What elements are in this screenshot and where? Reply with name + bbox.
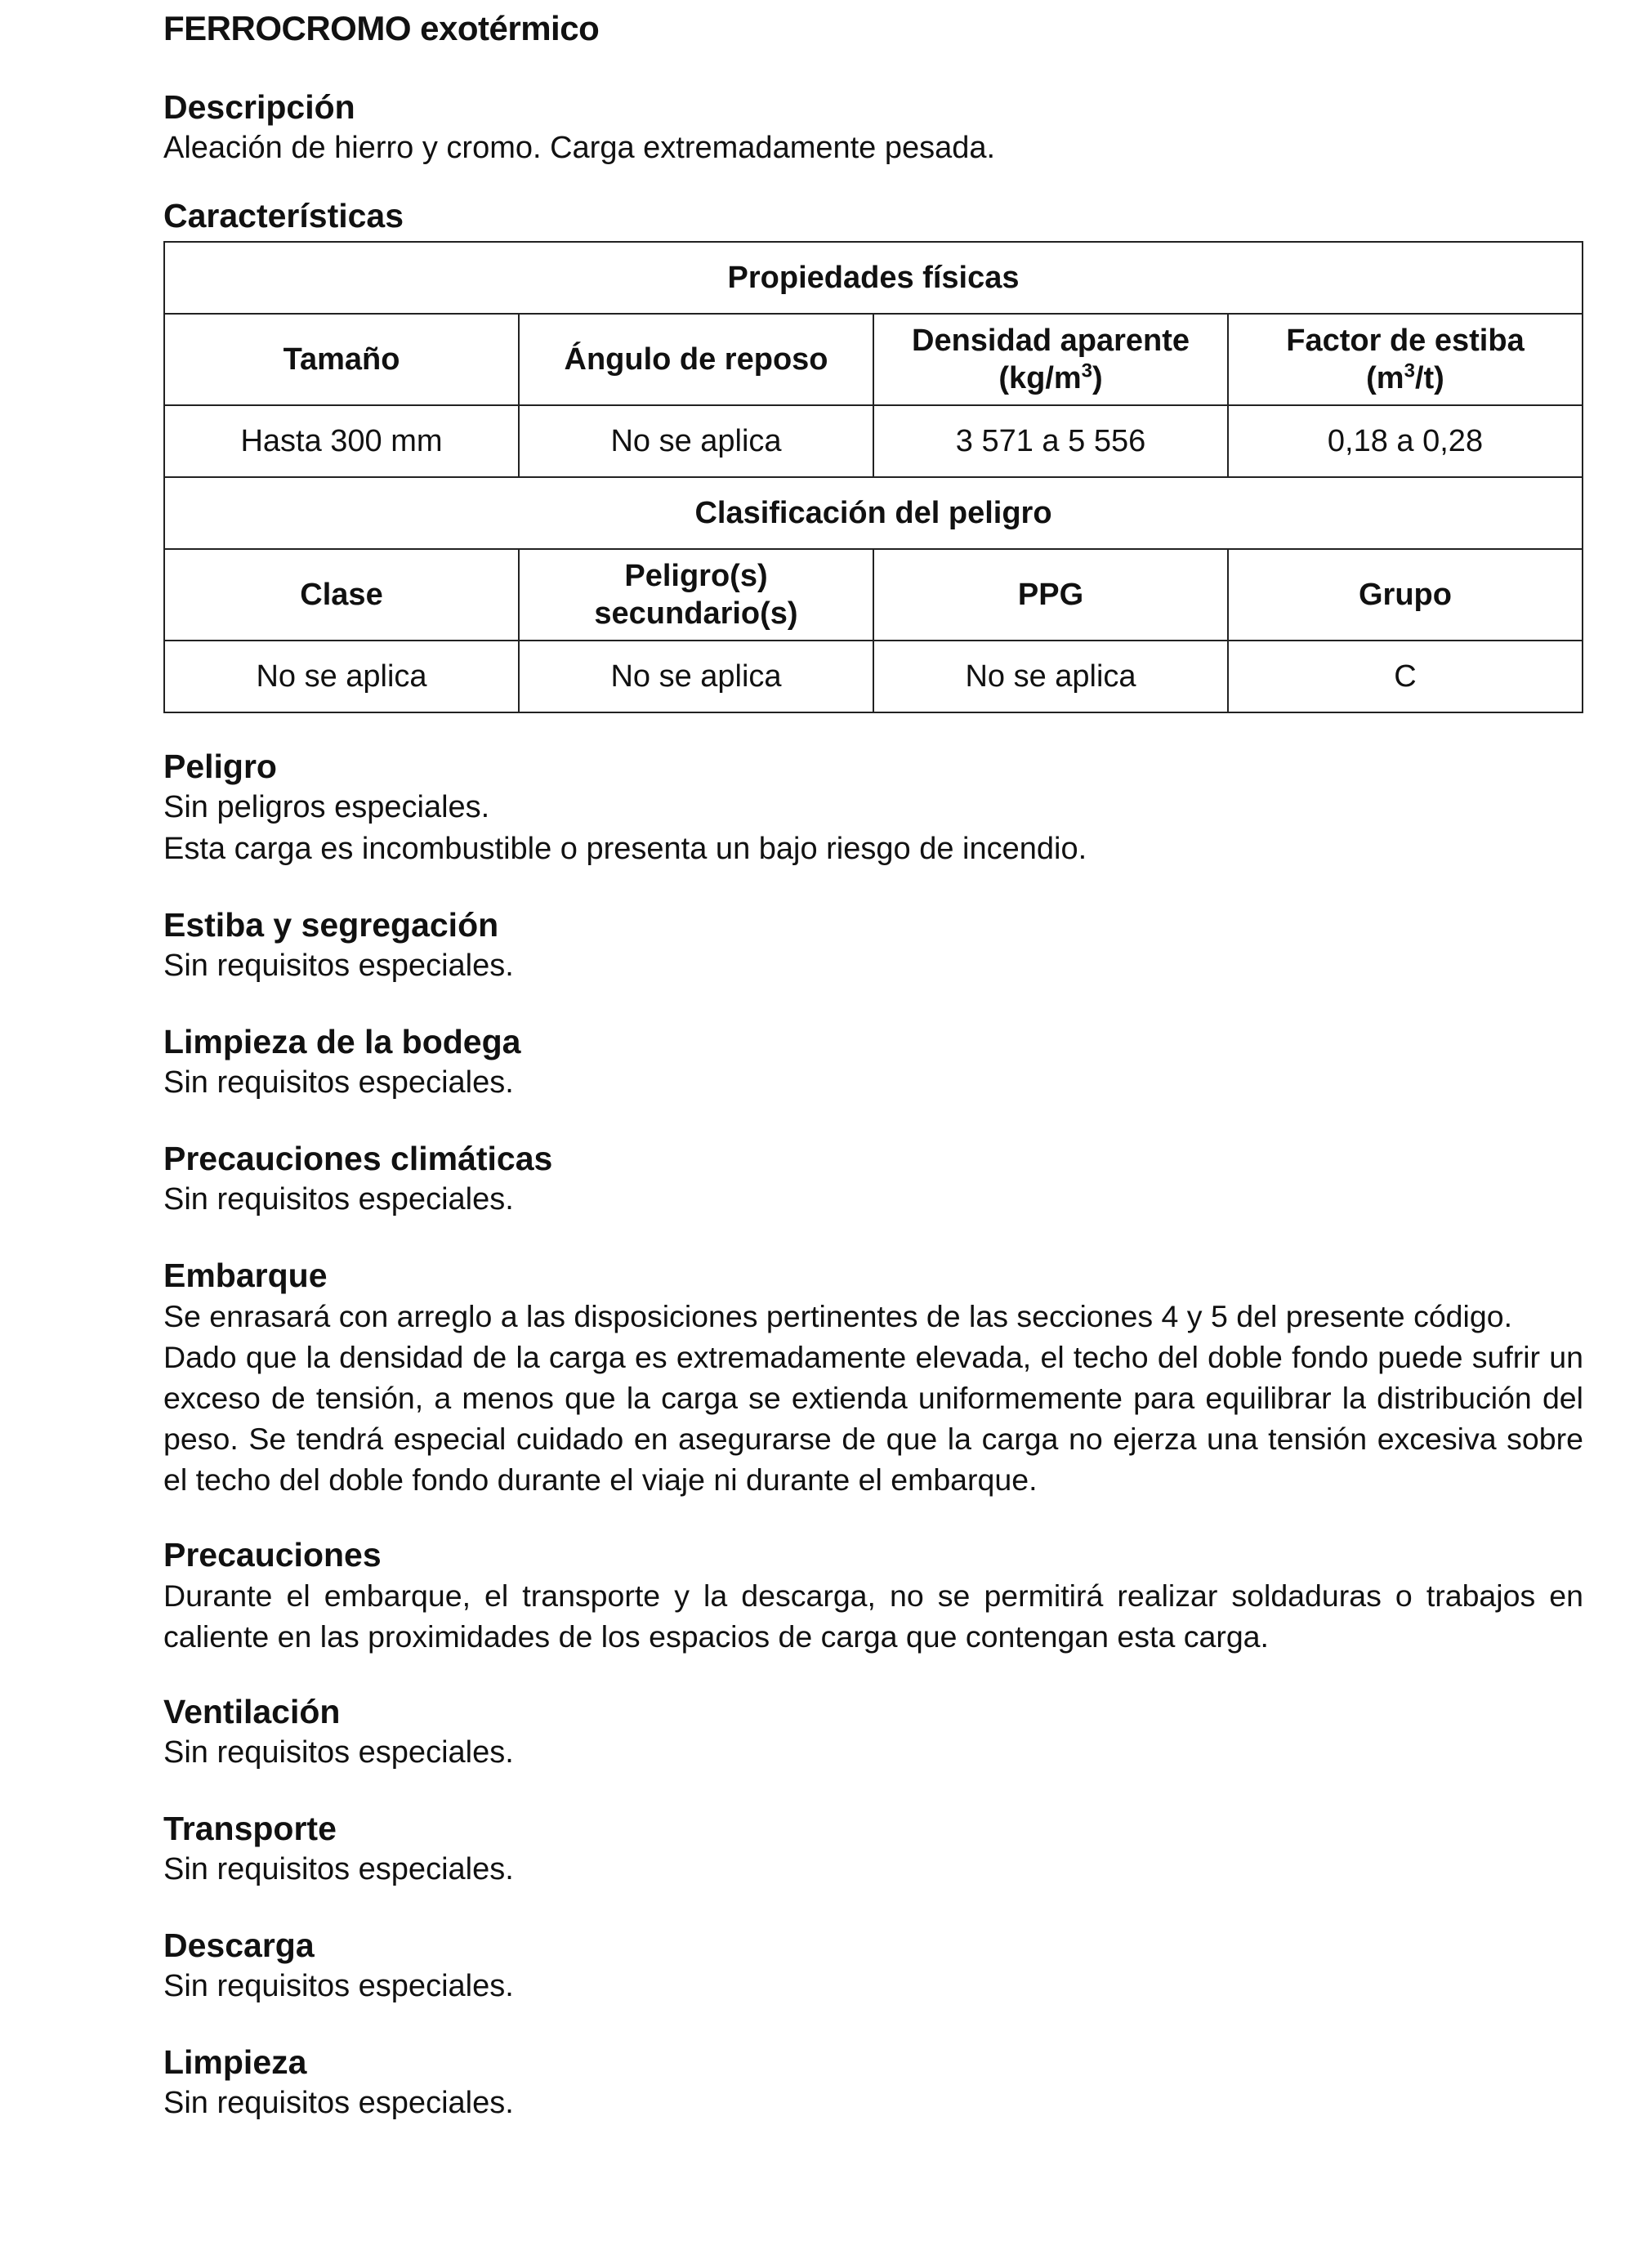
header-grupo: Grupo — [1228, 549, 1583, 641]
header-tamano: Tamaño — [164, 314, 519, 405]
section-body — [163, 127, 1583, 169]
section-descarga — [163, 1925, 1583, 2007]
section-heading: Descarga — [163, 1926, 315, 1964]
header-peligros-line1: Peligro(s) — [624, 559, 768, 593]
header-densidad — [873, 314, 1228, 405]
section-descripcion — [163, 87, 1583, 169]
header-densidad-unit-pre: (kg/m — [998, 361, 1082, 395]
section-text: Sin requisitos especiales. — [163, 1852, 514, 1886]
section-body — [163, 1966, 1583, 2007]
header-peligros — [519, 549, 873, 641]
hazard-values-row — [164, 641, 1583, 712]
section-body — [163, 1849, 1583, 1891]
section-precauciones — [163, 1534, 1583, 1657]
section-limpieza — [163, 2042, 1583, 2124]
section-ventilacion — [163, 1691, 1583, 1774]
section-heading: Embarque — [163, 1257, 328, 1294]
section-paragraph: Se enrasará con arreglo a las disposiciones pertinentes de las secciones 4 y 5 del presente código. — [163, 1299, 1512, 1333]
value-tamano: Hasta 300 mm — [164, 405, 519, 477]
section-embarque — [163, 1255, 1583, 1500]
section-text: Sin requisitos especiales. — [163, 2086, 514, 2120]
section-heading: Limpieza de la bodega — [163, 1023, 521, 1060]
properties-table — [163, 241, 1583, 713]
section-text: Sin requisitos especiales. — [163, 1735, 514, 1770]
header-factor-unit-pre: (m — [1366, 361, 1404, 395]
section-body — [163, 1732, 1583, 1774]
physical-title-row — [164, 242, 1583, 314]
section-body — [163, 2083, 1583, 2124]
section-body — [163, 1296, 1583, 1500]
section-text: Sin requisitos especiales. — [163, 1182, 514, 1217]
section-text: Esta carga es incombustible o presenta un bajo riesgo de incendio. — [163, 832, 1087, 866]
header-angulo: Ángulo de reposo — [519, 314, 873, 405]
hazard-classification-title: Clasificación del peligro — [164, 477, 1583, 549]
document-page — [163, 0, 1583, 2124]
section-caracteristicas — [163, 195, 1583, 713]
section-heading: Estiba y segregación — [163, 906, 499, 944]
section-peligro — [163, 746, 1583, 870]
section-heading: Descripción — [163, 88, 355, 126]
value-peligros: No se aplica — [519, 641, 873, 712]
value-densidad: 3 571 a 5 556 — [873, 405, 1228, 477]
section-heading: Transporte — [163, 1810, 337, 1847]
value-grupo: C — [1228, 641, 1583, 712]
section-transporte — [163, 1808, 1583, 1891]
section-limpieza-bodega — [163, 1021, 1583, 1104]
section-body — [163, 1179, 1583, 1221]
header-factor — [1228, 314, 1583, 405]
section-paragraph: Durante el embarque, el transporte y la descarga, no se permitirá realizar soldaduras o trabajos en caliente en las proximidades de los espacios de carga que contengan esta carga. — [163, 1578, 1583, 1654]
header-peligros-line2: secundario(s) — [594, 596, 798, 631]
value-clase: No se aplica — [164, 641, 519, 712]
section-heading: Precauciones — [163, 1536, 382, 1574]
header-ppg: PPG — [873, 549, 1228, 641]
section-text: Sin requisitos especiales. — [163, 1969, 514, 2003]
hazard-title-row — [164, 477, 1583, 549]
header-clase: Clase — [164, 549, 519, 641]
section-text: Sin peligros especiales. — [163, 790, 490, 824]
physical-header-row — [164, 314, 1583, 405]
section-text: Sin requisitos especiales. — [163, 1065, 514, 1100]
section-heading: Características — [163, 197, 404, 234]
value-ppg: No se aplica — [873, 641, 1228, 712]
section-heading: Ventilación — [163, 1693, 341, 1730]
value-angulo: No se aplica — [519, 405, 873, 477]
hazard-header-row — [164, 549, 1583, 641]
section-heading: Precauciones climáticas — [163, 1140, 553, 1177]
section-body — [163, 1575, 1583, 1657]
section-heading: Limpieza — [163, 2043, 307, 2081]
header-factor-line1: Factor de estiba — [1286, 324, 1525, 358]
physical-values-row — [164, 405, 1583, 477]
header-densidad-line1: Densidad aparente — [912, 324, 1190, 358]
value-factor: 0,18 a 0,28 — [1228, 405, 1583, 477]
section-heading: Peligro — [163, 748, 277, 785]
header-factor-unit-post: /t) — [1414, 361, 1444, 395]
section-estiba — [163, 904, 1583, 987]
section-text: Sin requisitos especiales. — [163, 949, 514, 983]
section-body — [163, 945, 1583, 987]
section-body — [163, 787, 1583, 870]
section-text: Aleación de hierro y cromo. Carga extremadamente pesada. — [163, 131, 996, 165]
physical-properties-title: Propiedades físicas — [164, 242, 1583, 314]
header-factor-unit-sup: 3 — [1404, 359, 1415, 382]
header-densidad-unit-sup: 3 — [1081, 359, 1093, 382]
page-title: FERROCROMO exotérmico — [163, 9, 600, 47]
header-densidad-unit-post: ) — [1092, 361, 1103, 395]
section-precauciones-climaticas — [163, 1138, 1583, 1221]
section-paragraph: Dado que la densidad de la carga es extremadamente elevada, el techo del doble fondo puede sufrir un exceso de tensión, a menos que la carga se extienda uniformemente para equilibrar la distribución del peso. Se tendrá especial cuidado en asegurarse de que la carga no ejerza una tensión excesiva sobre el techo del doble fondo durante el viaje ni durante el embarque. — [163, 1340, 1583, 1497]
section-body — [163, 1062, 1583, 1104]
